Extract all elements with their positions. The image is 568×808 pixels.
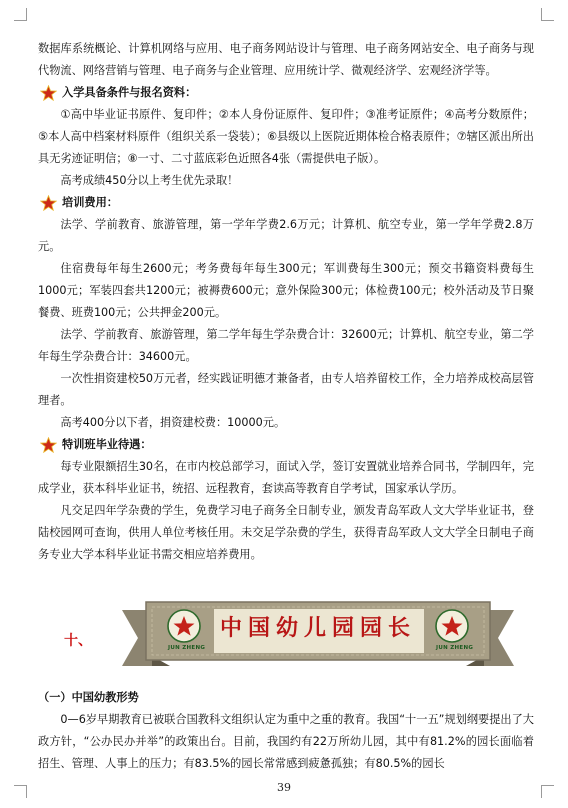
special-enrollment: 每专业限额招生30名，在市内校总部学习，面试入学，签订安置就业培养合同书，学制四年，完成学业，获本科毕业证书，统招、远程教育，套读高等教育自学考试，国家承认学历。 <box>38 460 534 495</box>
admission-heading-text: 入学具备条件与报名资料： <box>62 86 197 99</box>
admission-documents: ①高中毕业证书原件、复印件；②本人身份证原件、复印件；③准考证原件；④高考分数原件；⑤本人高中档案材料原件（组织关系一袋装）；⑥县级以上医院近期体检合格表原件；⑦辖区派出所出具无劣迹证明信；⑧一寸、二寸蓝底彩色近照各4张（需提供电子版）。 <box>38 108 534 165</box>
star-icon <box>40 195 57 211</box>
section-number: 十、 <box>64 633 92 649</box>
special-completion: 凡交足四年学杂费的学生，免费学习电子商务全日制专业，颁发青岛军政人文大学毕业证书，登陆校园网可查询，供用人单位考核任用。未交足学杂费的学生，获得青岛军政人文大学全日制电子商务专业大学本科毕业证书需交相应培养费用。 <box>38 504 534 561</box>
fees-heading-text: 培训费用： <box>62 196 118 209</box>
crop-mark-top-left <box>14 8 27 21</box>
subsection-content <box>38 687 534 775</box>
star-icon <box>40 437 57 453</box>
left-badge-label: JUN ZHENG <box>168 645 206 651</box>
fees-donation: 一次性捐资建校50万元者，经实践证明德才兼备者，由专人培养留校工作，全力培养成校高层管理者。 <box>38 372 534 407</box>
top-paragraph: 数据库系统概论、计算机网络与应用、电子商务网站设计与管理、电子商务网站安全、电子商务与现代物流、网络营销与管理、电子商务与企业管理、应用统计学、微观经济学、宏观经济学等。 <box>38 42 534 77</box>
subsection-paragraph: 0—6岁早期教育已被联合国教科文组织认定为重中之重的教育。我国“十一五”规划纲要提出了大政方针，“公办民办并举”的政策出台。目前，我国约有22万所幼儿园，其中有81.2%的园长面临着招生、管理、人事上的压力；有83.5%的园长常常感到疲惫孤独；有80.5%的园长 <box>38 713 534 770</box>
main-content <box>38 38 534 566</box>
section-banner <box>108 596 528 674</box>
special-heading <box>38 434 534 456</box>
banner-title: 中国幼儿园园长 <box>219 615 416 641</box>
right-badge-label: JUN ZHENG <box>436 645 474 651</box>
fees-second-year: 法学、学前教育、旅游管理，第二学年每生学杂费合计：32600元；计算机、航空专业，第二学年每生学杂费合计：34600元。 <box>38 328 534 363</box>
special-heading-text: 特训班毕业待遇： <box>62 438 152 451</box>
fees-details: 住宿费每年每生2600元；考务费每年每生300元；军训费每生300元；预交书籍资料费每生1000元；军装四套共1200元；被褥费600元；意外保险300元；体检费100元；校外活动及节日聚餐费、班费100元；公共押金200元。 <box>38 262 534 319</box>
crop-mark-top-right <box>541 8 554 21</box>
admission-heading <box>38 82 534 104</box>
section-banner-row <box>44 596 544 676</box>
subsection-heading: （一）中国幼教形势 <box>38 691 139 704</box>
admission-priority: 高考成绩450分以上考生优先录取！ <box>60 174 239 187</box>
star-icon <box>40 85 57 101</box>
fees-low-score: 高考400分以下者，捐资建校费：10000元。 <box>60 416 286 429</box>
fees-heading <box>38 192 534 214</box>
fees-first-year: 法学、学前教育、旅游管理，第一学年学费2.6万元；计算机、航空专业，第一学年学费2.8万元。 <box>38 218 534 253</box>
page-number: 39 <box>277 781 291 794</box>
